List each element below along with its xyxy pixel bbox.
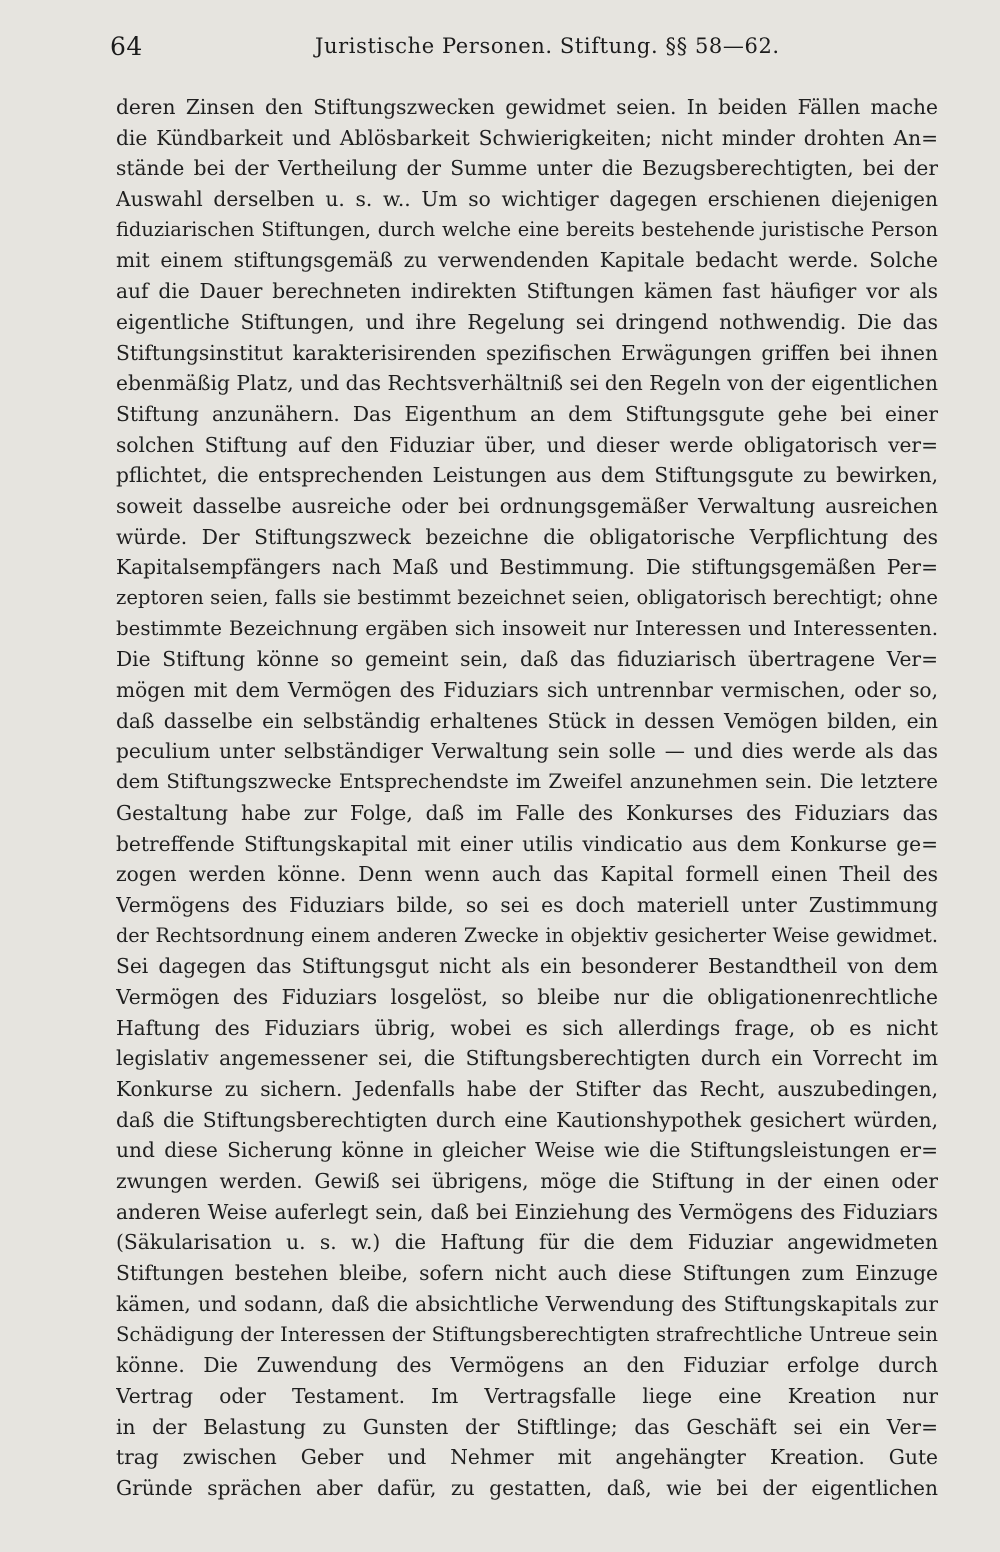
text-line: Vertrag oder Testament. Im Vertragsfalle liege eine Kreation nur — [116, 1383, 938, 1408]
text-line: Die Stiftung könne so gemeint sein, daß das fiduziarisch übertragene Ver= — [116, 647, 938, 672]
text-line: mögen mit dem Vermögen des Fiduziars sich untrennbar vermischen, oder so, — [116, 678, 938, 703]
text-line: Stiftungsinstitut karakterisirenden spezifischen Erwägungen griffen bei ihnen — [116, 340, 938, 365]
text-line: fiduziarischen Stiftungen, durch welche eine bereits bestehende juristische Person — [116, 217, 938, 241]
text-line: Schädigung der Interessen der Stiftungsberechtigten strafrechtliche Untreue sein — [116, 1322, 938, 1346]
text-line: Haftung des Fiduziars übrig, wobei es sich allerdings frage, ob es nicht — [116, 1015, 938, 1040]
text-line: kämen, und sodann, daß die absichtliche Verwendung des Stiftungskapitals zur — [116, 1291, 938, 1316]
text-line: Kapitalsempfängers nach Maß und Bestimmung. Die stiftungsgemäßen Per= — [116, 555, 938, 580]
text-line: solchen Stiftung auf den Fiduziar über, und dieser werde obligatorisch ver= — [116, 432, 938, 457]
text-line: der Rechtsordnung einem anderen Zwecke in objektiv gesicherter Weise gewidmet. — [116, 923, 938, 947]
text-line: betreffende Stiftungskapital mit einer utilis vindicatio aus dem Konkurse ge= — [116, 831, 938, 856]
text-line: stände bei der Vertheilung der Summe unter die Bezugsberechtigten, bei der — [116, 156, 938, 181]
text-line: Gründe sprächen aber dafür, zu gestatten, daß, wie bei der eigentlichen — [116, 1475, 938, 1500]
text-line: Gestaltung habe zur Folge, daß im Falle des Konkurses des Fiduziars das — [116, 800, 938, 825]
page-header — [110, 32, 940, 62]
text-line: mit einem stiftungsgemäß zu verwendenden Kapitale bedacht werde. Solche — [116, 248, 938, 273]
text-line: dem Stiftungszwecke Entsprechendste im Zweifel anzunehmen sein. Die letztere — [116, 770, 938, 794]
text-line: (Säkularisation u. s. w.) die Haftung für die dem Fiduziar angewidmeten — [116, 1230, 938, 1255]
text-line: Auswahl derselben u. s. w.. Um so wichtiger dagegen erschienen diejenigen — [116, 187, 938, 212]
text-line: Vermögens des Fiduziars bilde, so sei es doch materiell unter Zustimmung — [116, 892, 938, 917]
text-line: eigentliche Stiftungen, und ihre Regelung sei dringend nothwendig. Die das — [116, 309, 938, 334]
text-line: peculium unter selbständiger Verwaltung sein solle — und dies werde als das — [116, 739, 938, 764]
page-number: 64 — [110, 32, 143, 61]
text-line: daß dasselbe ein selbständig erhaltenes Stück in dessen Vemögen bilden, ein — [116, 708, 938, 733]
text-line: würde. Der Stiftungszweck bezeichne die obligatorische Verpflichtung des — [116, 524, 938, 549]
text-line: pflichtet, die entsprechenden Leistungen aus dem Stiftungsgute zu bewirken, — [116, 463, 938, 488]
text-line: die Kündbarkeit und Ablösbarkeit Schwierigkeiten; nicht minder drohten An= — [116, 125, 938, 150]
text-line: zwungen werden. Gewiß sei übrigens, möge die Stiftung in der einen oder — [116, 1169, 938, 1194]
text-line: Vermögen des Fiduziars losgelöst, so bleibe nur die obligationenrechtliche — [116, 984, 938, 1009]
text-line: daß die Stiftungsberechtigten durch eine Kautionshypothek gesichert würden, — [116, 1107, 938, 1132]
text-line: ebenmäßig Platz, und das Rechtsverhältniß sei den Regeln von der eigentlichen — [116, 371, 938, 396]
text-line: auf die Dauer berechneten indirekten Stiftungen kämen fast häufiger vor als — [116, 279, 938, 304]
text-line: trag zwischen Geber und Nehmer mit angehängter Kreation. Gute — [116, 1445, 938, 1470]
running-head: Juristische Personen. Stiftung. §§ 58—62. — [315, 34, 780, 58]
text-line: legislativ angemessener sei, die Stiftungsberechtigten durch ein Vorrecht im — [116, 1046, 938, 1071]
text-line: deren Zinsen den Stiftungszwecken gewidmet seien. In beiden Fällen mache — [116, 95, 938, 119]
text-line: zogen werden könne. Denn wenn auch das Kapital formell einen Theil des — [116, 862, 938, 887]
text-line: könne. Die Zuwendung des Vermögens an den Fiduziar erfolge durch — [116, 1353, 938, 1378]
text-line: Sei dagegen das Stiftungsgut nicht als ein besonderer Bestandtheil von dem — [116, 954, 938, 979]
text-line: und diese Sicherung könne in gleicher Weise wie die Stiftungsleistungen er= — [116, 1138, 938, 1163]
text-line: anderen Weise auferlegt sein, daß bei Einziehung des Vermögens des Fiduziars — [116, 1199, 938, 1224]
text-line: Konkurse zu sichern. Jedenfalls habe der Stifter das Recht, auszubedingen, — [116, 1077, 938, 1101]
body-text — [116, 92, 938, 1504]
text-line: bestimmte Bezeichnung ergäben sich insoweit nur Interessen und Interessenten. — [116, 616, 938, 640]
text-line: Stiftung anzunähern. Das Eigenthum an dem Stiftungsgute gehe bei einer — [116, 401, 938, 426]
text-line: soweit dasselbe ausreiche oder bei ordnungsgemäßer Verwaltung ausreichen — [116, 493, 938, 518]
text-line: zeptoren seien, falls sie bestimmt bezeichnet seien, obligatorisch berechtigt; ohne — [116, 586, 938, 609]
text-line: in der Belastung zu Gunsten der Stiftlinge; das Geschäft sei ein Ver= — [116, 1414, 938, 1439]
text-line: Stiftungen bestehen bleibe, sofern nicht auch diese Stiftungen zum Einzuge — [116, 1261, 938, 1286]
